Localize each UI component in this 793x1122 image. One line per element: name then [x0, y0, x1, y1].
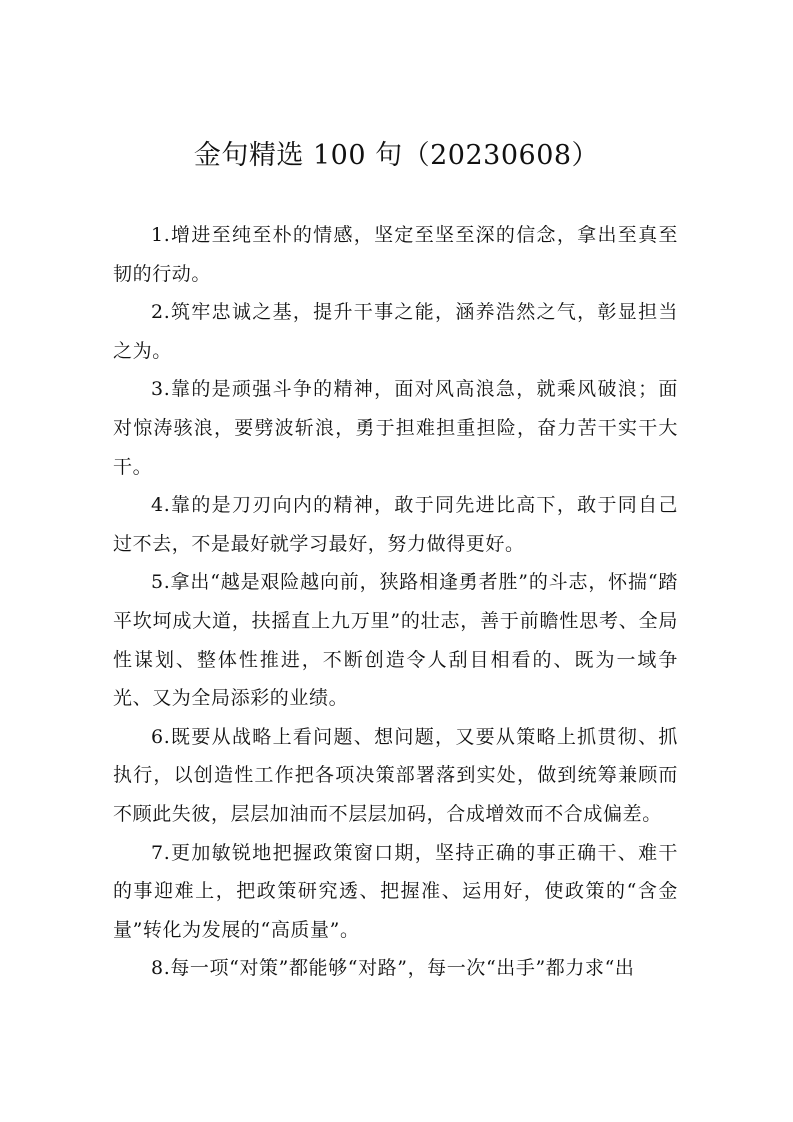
paragraph-8: 8.每一项“对策”都能够“对路”，每一次“出手”都力求“出: [151, 957, 635, 980]
document-body: [113, 216, 678, 988]
paragraph-7: 7.更加敏锐地把握政策窗口期，坚持正确的事正确干、难干的事迎难上，把政策研究透、把握准、运用好，使政策的“含金量”转化为发展的“高质量”。: [113, 841, 678, 941]
paragraph-5: 5.拿出“越是艰险越向前，狭路相逢勇者胜”的斗志，怀揣“踏平坎坷成大道，扶摇直上九万里”的壮志，善于前瞻性思考、全局性谋划、整体性推进，不断创造令人刮目相看的、既为一域争光、又为全局添彩的业绩。: [113, 571, 678, 710]
paragraph-3: 3.靠的是顽强斗争的精神，面对风高浪急，就乘风破浪；面对惊涛骇浪，要劈波斩浪，勇于担难担重担险，奋力苦干实干大干。: [113, 378, 678, 478]
paragraph-4: 4.靠的是刀刃向内的精神，敢于同先进比高下，敢于同自己过不去，不是最好就学习最好，努力做得更好。: [113, 494, 678, 555]
paragraph-1: 1.增进至纯至朴的情感，坚定至坚至深的信念，拿出至真至韧的行动。: [113, 224, 678, 285]
paragraph-6: 6.既要从战略上看问题、想问题，又要从策略上抓贯彻、抓执行，以创造性工作把各项决策部署落到实处，做到统筹兼顾而不顾此失彼，层层加油而不层层加码，合成增效而不合成偏差。: [113, 725, 678, 825]
document-title: 金句精选 100 句（20230608）: [193, 140, 600, 171]
paragraph-2: 2.筑牢忠诚之基，提升干事之能，涵养浩然之气，彰显担当之为。: [113, 301, 678, 362]
